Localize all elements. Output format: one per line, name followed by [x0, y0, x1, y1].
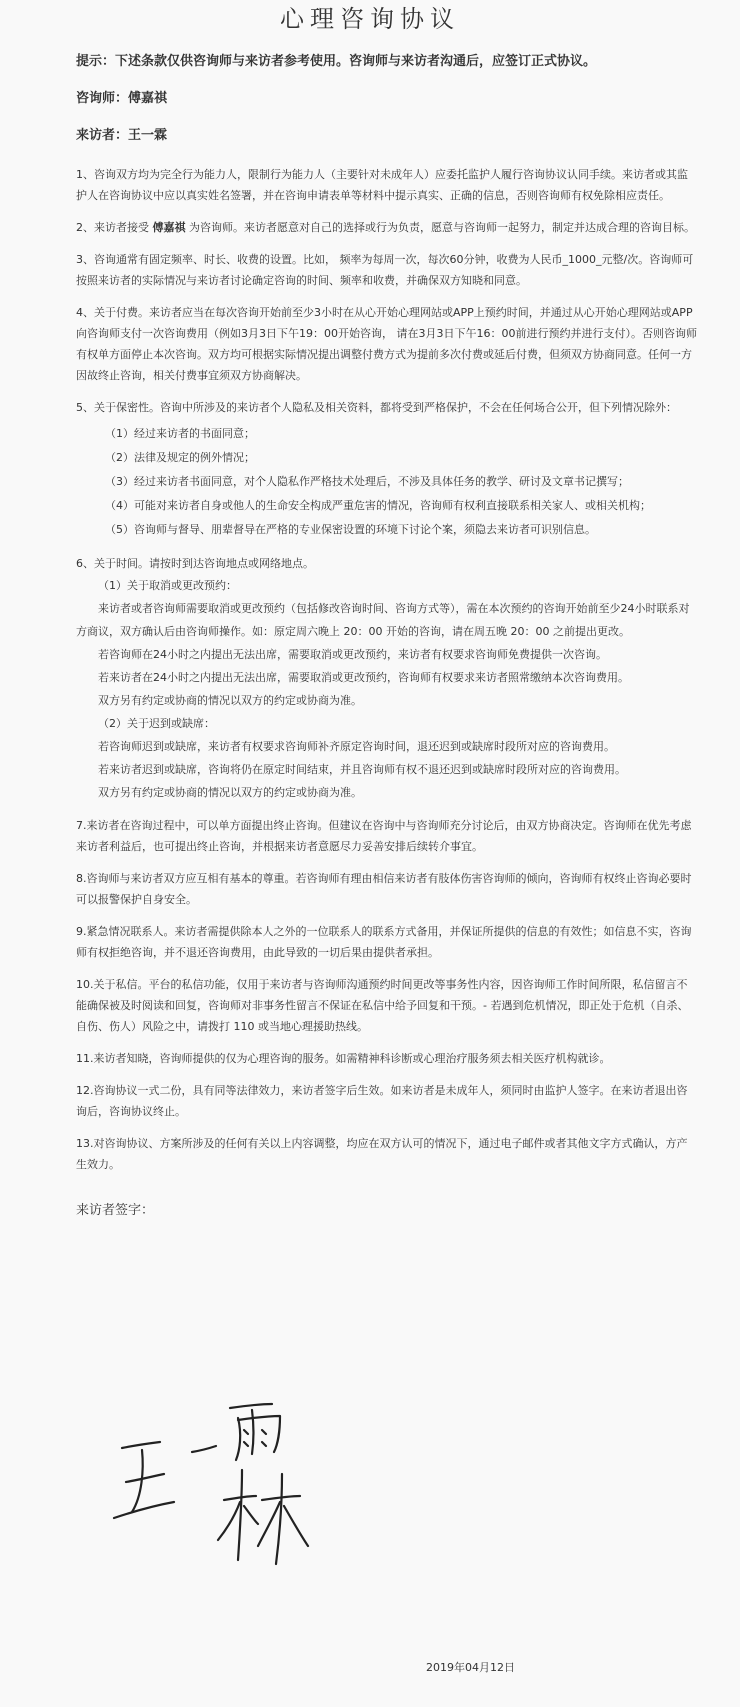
clause-12: 12.咨询协议一式二份，具有同等法律效力，来访者签字后生效。如来访者是未成年人，须同时由监护人签字。在来访者退出咨询后，咨询协议终止。 — [76, 1084, 688, 1118]
signature-date: 2019年04月12日 — [426, 1661, 515, 1674]
clause-6-2-p2: 若来访者迟到或缺席，咨询将仍在原定时间结束，并且咨询师有权不退还迟到或缺席时段所对应的咨询费用。 — [98, 763, 626, 776]
clause-10: 10.关于私信。平台的私信功能，仅用于来访者与咨询师沟通预约时间更改等事务性内容，因咨询师工作时间所限，私信留言不能确保被及时阅读和回复，咨询师对非事务性留言不保证在私信中给予回复和干预。- 若遇到危机情况，即正处于危机（自杀、自伤、伤人）风险之中，请拨打 110 或当地心理援助热线。 — [76, 978, 689, 1033]
clause-6-2-title: （2）关于迟到或缺席： — [98, 717, 215, 730]
clause-6-1-p1: 来访者或者咨询师需要取消或更改预约（包括修改咨询时间、咨询方式等），需在本次预约的咨询开始前至少24小时联系对方商议，双方确认后由咨询师操作。如：原定周六晚上 20：00 开始的咨询，请在周五晚 20：00 之前提出更改。 — [76, 602, 690, 638]
clause-5: 5、关于保密性。咨询中所涉及的来访者个人隐私及相关资料，都将受到严格保护，不会在任何场合公开，但下列情况除外： — [76, 401, 677, 414]
clause-5-item: （1）经过来访者的书面同意； — [105, 427, 255, 440]
clause-6-1-title: （1）关于取消或更改预约： — [98, 579, 237, 592]
clause-2-end: 为咨询师。来访者愿意对自己的选择或行为负责，愿意与咨询师一起努力，制定并达成合理的咨询目标。 — [185, 221, 695, 234]
signature-label: 来访者签字： — [76, 1203, 155, 1218]
clause-5-item: （3）经过来访者书面同意，对个人隐私作严格技术处理后，不涉及具体任务的教学、研讨及文章书记撰写； — [105, 475, 629, 488]
counselor-label: 咨询师： — [76, 91, 129, 106]
clause-6-1-p2: 若咨询师在24小时之内提出无法出席，需要取消或更改预约，来访者有权要求咨询师免费提供一次咨询。 — [98, 648, 607, 661]
client-line — [76, 126, 698, 146]
document-title: 心理咨询协议 — [280, 5, 460, 33]
clause-6: 6、关于时间。请按时到达咨询地点或网络地点。 — [76, 557, 314, 570]
clause-6-2-p3: 双方另有约定或协商的情况以双方的约定或协商为准。 — [98, 786, 362, 799]
counselor-line — [76, 89, 698, 109]
clause-6-1-p3: 若来访者在24小时之内提出无法出席，需要取消或更改预约，咨询师有权要求来访者照常缴纳本次咨询费用。 — [98, 671, 629, 684]
clause-2-counselor-name: 傅嘉祺 — [152, 221, 186, 234]
clause-6-2-p1: 若咨询师迟到或缺席，来访者有权要求咨询师补齐原定咨询时间，退还迟到或缺席时段所对应的咨询费用。 — [98, 740, 615, 753]
clause-5-list — [76, 422, 698, 542]
clause-11: 11.来访者知晓，咨询师提供的仅为心理咨询的服务。如需精神科诊断或心理治疗服务须去相关医疗机构就诊。 — [76, 1052, 611, 1065]
client-signature — [112, 1400, 332, 1570]
clause-2-start: 2、来访者接受 — [76, 221, 153, 234]
clause-8: 8.咨询师与来访者双方应互相有基本的尊重。若咨询师有理由相信来访者有肢体伤害咨询师的倾向，咨询师有权终止咨询必要时可以报警保护自身安全。 — [76, 872, 692, 906]
clause-5-item: （2）法律及规定的例外情况； — [105, 451, 255, 464]
clause-5-item: （4）可能对来访者自身或他人的生命安全构成严重危害的情况，咨询师有权利直接联系相关家人、或相关机构； — [105, 499, 651, 512]
clause-5-item: （5）咨询师与督导、朋辈督导在严格的专业保密设置的环境下讨论个案，须隐去来访者可识别信息。 — [105, 523, 596, 536]
clause-1: 1、咨询双方均为完全行为能力人，限制行为能力人（主要针对未成年人）应委托监护人履行咨询协议认同手续。来访者或其监护人在咨询协议中应以真实姓名签署，并在咨询申请表单等材料中提示真实、正确的信息，否则咨询师有权免除相应责任。 — [76, 168, 688, 202]
clause-6-1-p4: 双方另有约定或协商的情况以双方的约定或协商为准。 — [98, 694, 362, 707]
clause-2 — [76, 217, 698, 238]
client-label: 来访者： — [76, 128, 129, 143]
clause-9: 9.紧急情况联系人。来访者需提供除本人之外的一位联系人的联系方式备用，并保证所提供的信息的有效性；如信息不实，咨询师有权拒绝咨询，并不退还咨询费用，由此导致的一切后果由提供者承担。 — [76, 925, 692, 959]
hint-text: 提示：下述条款仅供咨询师与来访者参考使用。咨询师与来访者沟通后，应签订正式协议。 — [76, 54, 597, 69]
client-name: 王一霖 — [128, 128, 168, 143]
clause-13: 13.对咨询协议、方案所涉及的任何有关以上内容调整，均应在双方认可的情况下，通过电子邮件或者其他文字方式确认，方产生效力。 — [76, 1137, 688, 1171]
counselor-name: 傅嘉祺 — [128, 91, 168, 106]
clause-4: 4、关于付费。来访者应当在每次咨询开始前至少3小时在从心开始心理网站或APP上预约时间，并通过从心开始心理网站或APP向咨询师支付一次咨询费用（例如3月3日下午19：00开始咨询， 请在3月3日下午16：00前进行预约并进行支付）。否则咨询师有权单方面停止本次咨询。双方均可根据实际情况提出调整付费方式为提前多次付费或延后付费，但须双方协商同意。任何一方因故终止咨询，相关付费事宜须双方协商解决。 — [76, 306, 697, 382]
clause-3: 3、咨询通常有固定频率、时长、收费的设置。比如， 频率为每周一次，每次60分钟，收费为人民币_1000_元整/次。咨询师可按照来访者的实际情况与来访者讨论确定咨询的时间、频率和收费，并确保双方知晓和同意。 — [76, 253, 694, 287]
clause-7: 7.来访者在咨询过程中，可以单方面提出终止咨询。但建议在咨询中与咨询师充分讨论后，由双方协商决定。咨询师在优先考虑来访者利益后，也可提出终止咨询，并根据来访者意愿尽力妥善安排后续转介事宜。 — [76, 819, 692, 853]
document-body — [0, 52, 740, 1221]
